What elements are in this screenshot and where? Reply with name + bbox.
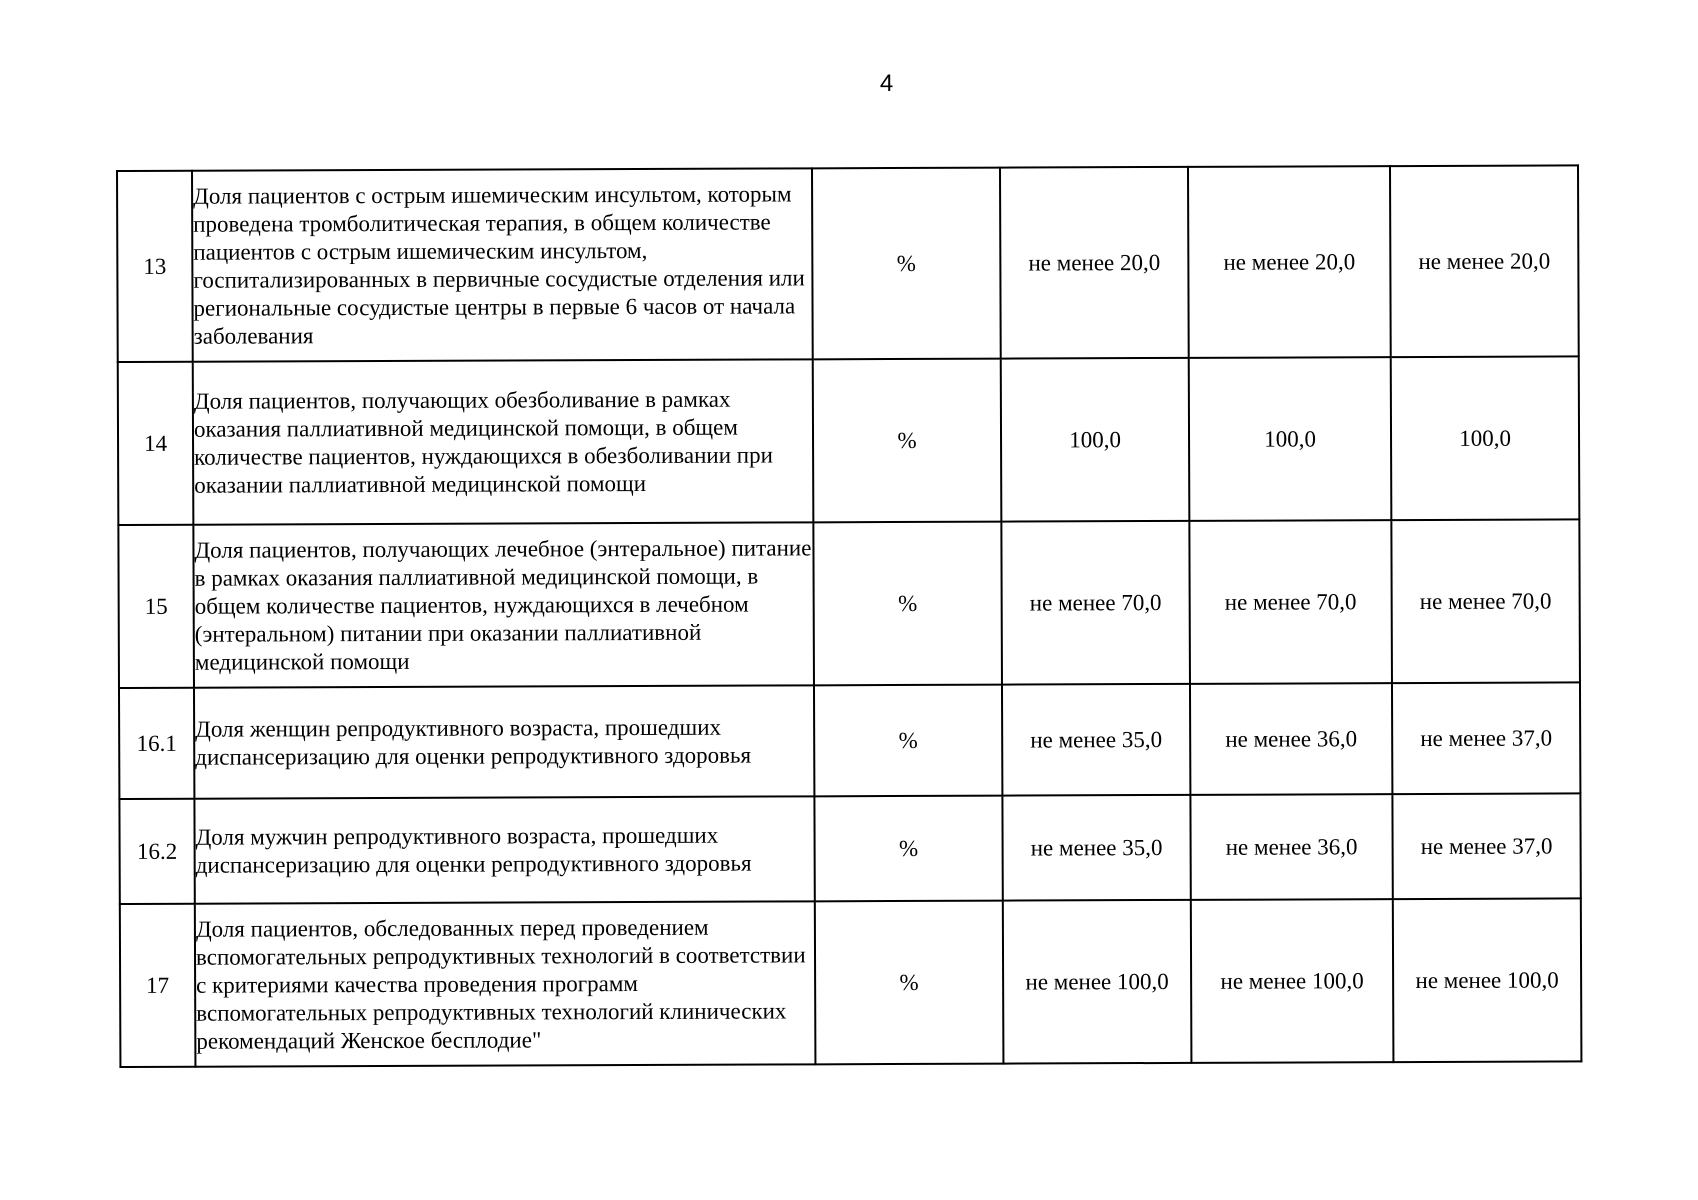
value-cell-1: не менее 35,0	[1002, 795, 1190, 901]
page-number: 4	[879, 70, 894, 97]
value-cell-1: не менее 35,0	[1002, 684, 1190, 796]
value-cell-3: 100,0	[1391, 356, 1580, 520]
table-row	[118, 519, 1580, 688]
indicator-description: Доля пациентов с острым ишемическим инсультом, которым проведена тромболитическая терапия, в общем количестве пациентов с острым ишемическим инсультом, госпитализированных в первичные сосудистые отделения или региональные сосудистые центры в первые 6 часов от начала заболевания	[192, 168, 813, 361]
unit-cell: %	[814, 796, 1002, 902]
value-cell-1: не менее 20,0	[1000, 167, 1189, 359]
indicator-description: Доля женщин репродуктивного возраста, прошедших диспансеризацию для оценки репродуктивного здоровья	[194, 685, 814, 798]
value-cell-2: 100,0	[1189, 357, 1392, 521]
unit-cell: %	[813, 522, 1002, 686]
value-cell-3: не менее 37,0	[1392, 682, 1580, 794]
indicator-description: Доля пациентов, обследованных перед проведением вспомогательных репродуктивных технологий в соответствии с критериями качества проведения программ вспомогательных репродуктивных технологий клинических рекомендаций Женское бесплодие"	[195, 901, 816, 1066]
row-number: 13	[117, 171, 193, 362]
value-cell-2: не менее 20,0	[1188, 166, 1391, 358]
unit-cell: %	[812, 168, 1001, 360]
value-cell-1: не менее 100,0	[1003, 900, 1192, 1064]
indicator-description: Доля пациентов, получающих лечебное (энтеральное) питание в рамках оказания паллиативной медицинской помощи, в общем количестве пациентов, нуждающихся в лечебном (энтеральном) питании при оказании паллиативной медицинской помощи	[193, 522, 814, 687]
value-cell-2: не менее 70,0	[1189, 520, 1392, 684]
value-cell-3: не менее 37,0	[1392, 793, 1580, 899]
unit-cell: %	[814, 685, 1002, 797]
value-cell-2: не менее 100,0	[1191, 899, 1394, 1063]
value-cell-3: не менее 70,0	[1391, 519, 1580, 683]
table-row	[120, 898, 1582, 1067]
indicator-description: Доля мужчин репродуктивного возраста, прошедших диспансеризацию для оценки репродуктивного здоровья	[194, 796, 814, 903]
indicator-description: Доля пациентов, получающих обезболивание в рамках оказания паллиативной медицинской помощи, в общем количестве пациентов, нуждающихся в обезболивании при оказании паллиативной медицинской помощи	[193, 359, 814, 524]
unit-cell: %	[815, 901, 1004, 1065]
row-number: 15	[118, 525, 194, 688]
value-cell-1: 100,0	[1001, 358, 1190, 522]
unit-cell: %	[813, 359, 1002, 523]
table-row	[119, 793, 1580, 904]
value-cell-1: не менее 70,0	[1001, 521, 1190, 685]
value-cell-3: не менее 20,0	[1390, 165, 1579, 357]
table-row	[117, 165, 1579, 362]
indicators-table	[116, 164, 1582, 1068]
row-number: 17	[120, 904, 196, 1067]
table-row	[119, 682, 1580, 799]
value-cell-3: не менее 100,0	[1393, 898, 1582, 1062]
row-number: 16.2	[119, 799, 194, 904]
row-number: 16.1	[119, 688, 194, 799]
value-cell-2: не менее 36,0	[1190, 794, 1392, 900]
row-number: 14	[118, 362, 194, 525]
table-row	[118, 356, 1580, 525]
value-cell-2: не менее 36,0	[1190, 683, 1392, 795]
